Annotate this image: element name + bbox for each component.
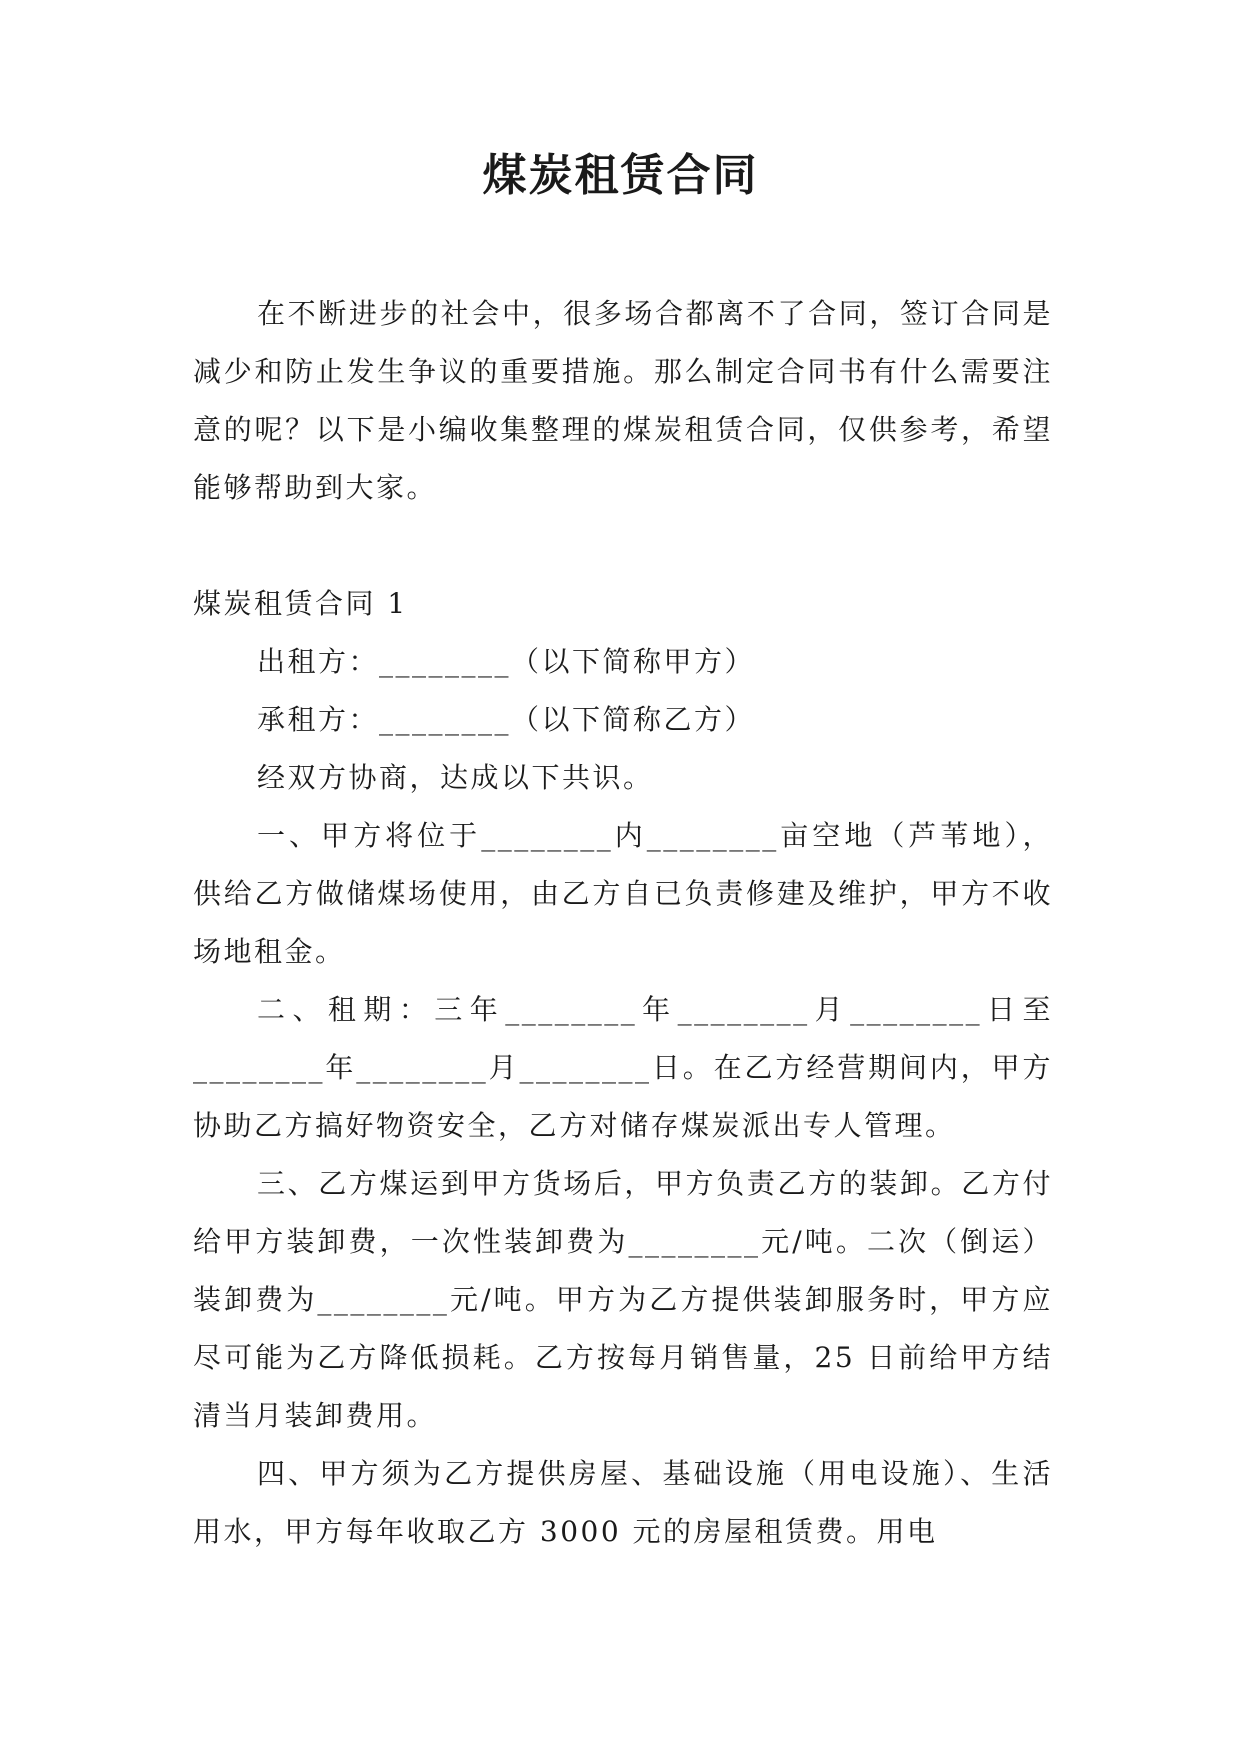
clause-1: 一、甲方将位于________内________亩空地（芦苇地），供给乙方做储煤场使用，由乙方自已负责修建及维护，甲方不收场地租金。 (193, 819, 1053, 968)
clause-3: 三、乙方煤运到甲方货场后，甲方负责乙方的装卸。乙方付给甲方装卸费，一次性装卸费为________元/吨。二次（倒运）装卸费为________元/吨。甲方为乙方提供装卸服务时，甲方应尽可能为乙方降低损耗。乙方按每月销售量，25 日前给甲方结清当月装卸费用。 (193, 1167, 1053, 1432)
intro-paragraph: 在不断进步的社会中，很多场合都离不了合同，签订合同是减少和防止发生争议的重要措施。那么制定合同书有什么需要注意的呢？以下是小编收集整理的煤炭租赁合同，仅供参考，希望能够帮助到大家。 (193, 297, 1053, 504)
document-title: 煤炭租赁合同 (482, 150, 759, 201)
document-body (193, 285, 1053, 1561)
lessee-line: 承租方：________（以下简称乙方） (257, 703, 756, 736)
clause-2: 二、租期：三年________年________月________日至________年________月________日。在乙方经营期间内，甲方协助乙方搞好物资安全，乙方对储存煤炭派出专人管理。 (193, 993, 1053, 1142)
lessor-line: 出租方：________（以下简称甲方） (257, 645, 756, 678)
paragraph-gap (193, 517, 1053, 575)
section-heading: 煤炭租赁合同 1 (193, 587, 408, 620)
consensus-line: 经双方协商，达成以下共识。 (257, 761, 654, 794)
clause-4: 四、甲方须为乙方提供房屋、基础设施（用电设施）、生活用水，甲方每年收取乙方 3000 元的房屋租赁费。用电 (193, 1457, 1053, 1548)
